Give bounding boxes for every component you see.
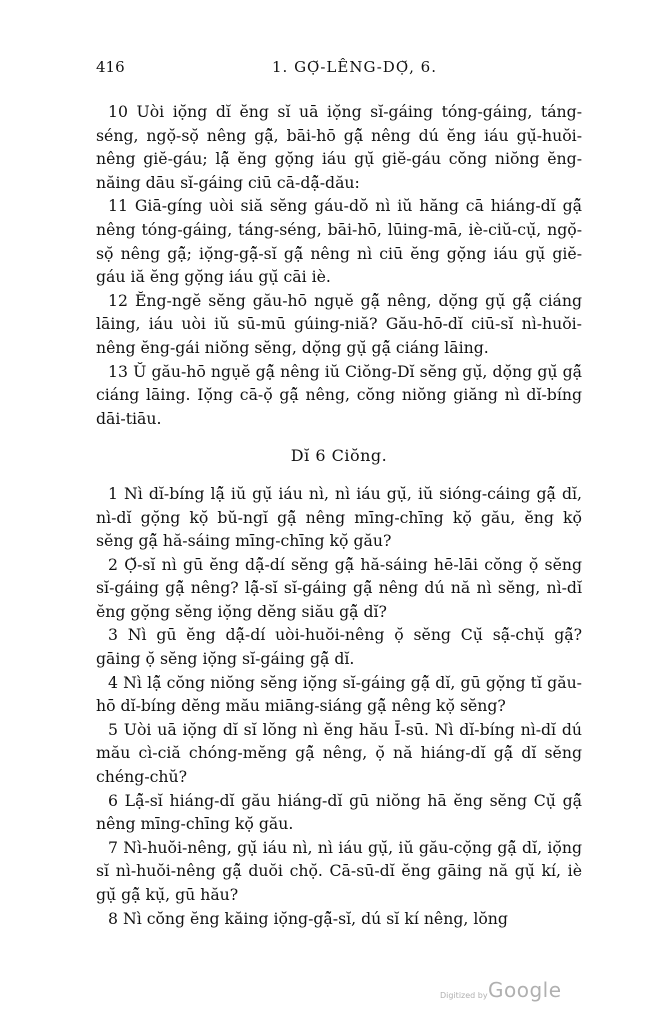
verse-paragraph: 12 Ĕng-ngĕ sĕng gău-hō ngụĕ gậ̆ nêng, dọ̆ng gụ̆ gậ̆ ciáng lāing, iáu uòi iŭ sū-mū gúing-niă? Gău-hō-dĭ ciū-sĭ nì-huŏi-nêng ĕng-gái niŏng sĕng, dọ̆ng gụ̆ gậ̆ ciáng lāing. — [96, 290, 582, 357]
verse-paragraph: 11 Giā-gíng uòi siă sĕng gáu-dŏ nì iŭ hăng cā hiáng-dĭ gậ̆ nêng tóng-gáing, táng-séng, bāi-hō, lūing-mā, iè-ciŭ-cụ̆, ngọ̆-sọ̆ nêng gậ̆; iọ̆ng-gậ̆-sĭ gậ̆ nêng nì ciū ĕng gọ̆ng iáu gụ̆ giĕ-gáu iă ĕng gọ̆ng iáu gụ̆ cāi iè. — [96, 196, 582, 287]
verse-paragraph: 7 Nì-huŏi-nêng, gụ̆ iáu nì, nì iáu gụ̆, iŭ gău-cọ̆ng gậ̆ dĭ, iọ̆ng sĭ nì-huŏi-nêng gậ̆ duŏi chọ̆. Cā-sū-dĭ ĕng gāing nă gụ̆ kí, iè gụ̆ gậ̆ kụ̆, gū hău? — [96, 837, 582, 904]
verse-paragraph: 10 Uòi iọ̆ng dĭ ĕng sĭ uā iọ̆ng sĭ-gáing tóng-gáing, táng-séng, ngọ̆-sọ̆ nêng gậ̆, bāi-hō gậ̆ nêng dú ĕng iáu gụ̆-huŏi-nêng giĕ-gáu; lậ̆ ĕng gọ̆ng iáu gụ̆ giĕ-gáu cŏng niŏng ĕng-năing dāu sĭ-gáing ciū cā-dậ̆-dău: — [96, 102, 582, 192]
verse-paragraph: 13 Ŭ gău-hō ngụĕ gậ̆ nêng iŭ Ciŏng-Dĭ sĕng gụ̆, dọ̆ng gụ̆ gậ̆ ciáng lāing. Iọ̆ng cā-ọ̆ gậ̆ nêng, cŏng niŏng giăng nì dĭ-bíng dāi-tiāu. — [96, 361, 582, 428]
digitized-label: Digitized by — [440, 991, 488, 1000]
verse-paragraph: 8 Nì cŏng ĕng kăing iọ̆ng-gậ̆-sĭ, dú sĭ kí nêng, lŏng — [108, 908, 508, 928]
verse-paragraph: 5 Uòi uā iọ̆ng dĭ sĭ lŏng nì ĕng hău Ī-sū. Nì dĭ-bíng nì-dĭ dú mău cì-ciă chóng-mĕng gậ̆ nêng, ọ̆ nă hiáng-dĭ gậ̆ dĭ sĕng chéng-chŭ? — [96, 719, 582, 787]
chapter-heading: Dĭ 6 Ciŏng. — [290, 446, 388, 466]
verse-paragraph: 2 Ọ̆-sĭ nì gū ĕng dậ̆-dí sĕng gậ̆ hă-sáing hē-lāi cŏng ọ̆ sĕng sĭ-gáing gậ̆ nêng? lậ̆-sĭ sĭ-gáing gậ̆ nêng dú nă nì sĕng, nì-dĭ ĕng gọ̆ng sĕng iọ̆ng dĕng siău gậ̆ dĭ? — [96, 554, 582, 621]
google-logo: Google — [488, 978, 562, 1002]
verse-paragraph: 3 Nì gū ĕng dậ̆-dí uòi-huŏi-nêng ọ̆ sĕng Cụ̆ sậ̆-chụ̆ gậ̆? gāing ọ̆ sĕng iọ̆ng sĭ-gáing gậ̆ dĭ. — [96, 625, 582, 669]
verse-paragraph: 1 Nì dĭ-bíng lậ̆ iŭ gụ̆ iáu nì, nì iáu gụ̆, iŭ sióng-cáing gậ̆ dĭ, nì-dĭ gọ̆ng kọ̆ bŭ-ngĭ gậ̆ nêng mīng-chīng kọ̆ gău, ĕng kọ̆ sĕng gậ̆ hă-sáing mīng-chīng kọ̆ gău? — [96, 483, 582, 551]
page-header — [96, 58, 578, 82]
page-body — [96, 100, 582, 930]
page-number: 416 — [96, 58, 125, 76]
verse-paragraph: 4 Nì lậ̆ cŏng niŏng sĕng iọ̆ng sĭ-gáing gậ̆ dĭ, gū gọ̆ng tĭ gău-hō dĭ-bíng dĕng mău miāng-siáng gậ̆ nêng kọ̆ sĕng? — [96, 672, 582, 716]
verse-paragraph: 6 Lậ̆-sĭ hiáng-dĭ gău hiáng-dĭ gū niŏng hā ĕng sĕng Cụ̆ gậ̆ nêng mīng-chīng kọ̆ gău. — [96, 790, 582, 834]
running-title: 1. GỌ̆-LÊNG-DỌ̆, 6. — [272, 58, 437, 76]
digitization-watermark — [440, 976, 580, 1006]
